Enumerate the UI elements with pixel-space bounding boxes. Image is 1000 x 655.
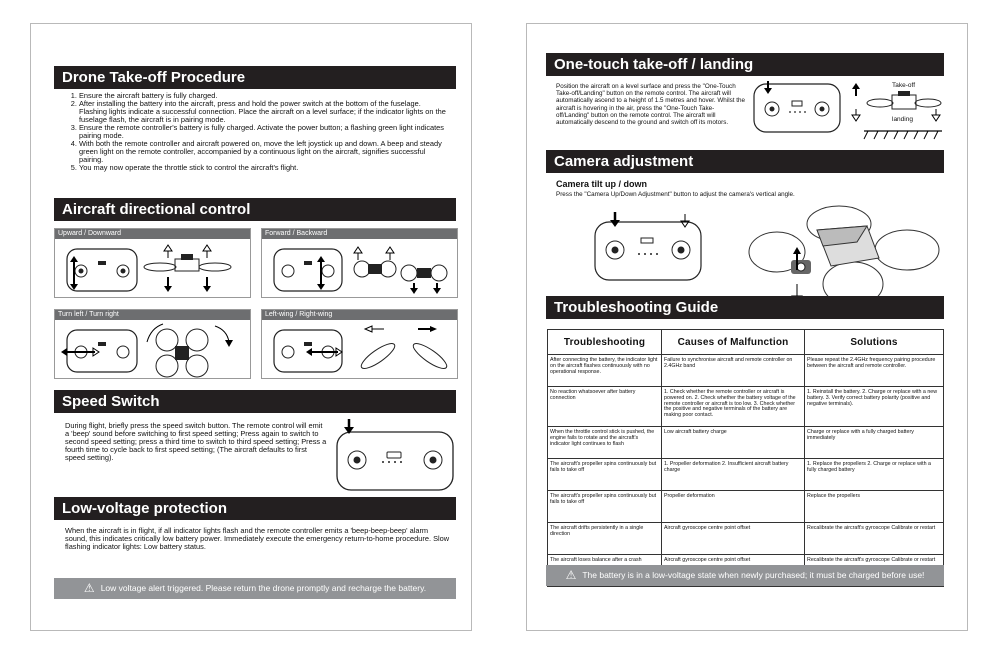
table-cell: 1. Check whether the remote controller or aircraft is powered on. 2. Check whether the battery voltage of the remote controller or aircraft is too low. 3. Check whether the positive and negative terminals of the battery are making poor contact. xyxy=(662,387,805,427)
remote-and-drone-illustration xyxy=(262,239,457,297)
remote-and-drone-illustration xyxy=(55,320,250,378)
remote-controller-illustration xyxy=(331,416,461,494)
warning-icon: ⚠ xyxy=(565,568,577,582)
table-row xyxy=(548,459,944,491)
troubleshooting-heading: Troubleshooting Guide xyxy=(546,296,944,319)
column-header: Causes of Malfunction xyxy=(662,330,805,355)
table-cell: The aircraft's propeller spins continuously but fails to take off xyxy=(548,459,662,491)
table-row xyxy=(548,523,944,555)
table-cell: After connecting the battery, the indicator light on the aircraft flashes continuously with no operational response. xyxy=(548,355,662,387)
manual-page-right xyxy=(526,23,968,631)
table-header-row xyxy=(548,330,944,355)
column-header: Troubleshooting xyxy=(548,330,662,355)
table-cell: 1. Replace the propellers 2. Charge or replace with a fully charged battery xyxy=(805,459,944,491)
table-cell: Replace the propellers xyxy=(805,491,944,523)
table-cell: No reaction whatsoever after battery connection xyxy=(548,387,662,427)
panel-upward-downward xyxy=(54,228,251,298)
table-cell: Propeller deformation xyxy=(662,491,805,523)
camera-heading: Camera adjustment xyxy=(546,150,944,173)
table-cell: The aircraft's propeller spins continuously but fails to take off xyxy=(548,491,662,523)
takeoff-step: 3. Ensure the remote controller's battery is fully charged. Activate the power button; a flashing green light indicates pairing mode. xyxy=(79,124,450,140)
warning-icon: ⚠ xyxy=(83,581,95,595)
table-row xyxy=(548,491,944,523)
panel-label: Left-wing / Right-wing xyxy=(262,310,457,320)
remote-and-drone-illustration xyxy=(55,239,250,297)
table-cell: When the throttle control stick is pushed, the engine fails to rotate and the aircraft's indicator light continues to flash xyxy=(548,427,662,459)
table-cell: Charge or replace with a fully charged battery immediately xyxy=(805,427,944,459)
table-cell: Recalibrate the aircraft's gyroscope Calibrate or restart xyxy=(805,523,944,555)
takeoff-step: 1. Ensure the aircraft battery is fully charged. xyxy=(79,92,450,100)
speed-text: During flight, briefly press the speed switch button. The remote control will emit a 'beep' sound before switching to first speed setting; Press again to switch to second speed setting; press a third time to switch to third speed setting; Press a fourth time to cycle back to first speed setting; (The aircraft defaults to first speed setting). xyxy=(65,421,327,462)
warning-text: The battery is in a low-voltage state when newly purchased; it must be charged before use! xyxy=(582,570,925,580)
takeoff-step: 2. After installing the battery into the aircraft, press and hold the power switch at the bottom of the fuselage. Flashing lights indicate a successful connection. Place the aircraft on a level surface; if the indicator lights on the fuselage flash, the aircraft is in pairing mode. xyxy=(79,100,450,124)
table-row xyxy=(548,355,944,387)
warning-text: Low voltage alert triggered. Please return the drone promptly and recharge the battery. xyxy=(100,583,427,593)
panel-label: Forward / Backward xyxy=(262,229,457,239)
onetouch-heading: One-touch take-off / landing xyxy=(546,53,944,76)
panel-forward-backward xyxy=(261,228,458,298)
camera-subtitle: Camera tilt up / down xyxy=(556,179,648,189)
troubleshooting-table xyxy=(547,329,944,587)
onetouch-text: Position the aircraft on a level surface and press the "One-Touch Take-off/Landing" button on the remote control. The aircraft will automatically ascend to a height of 1.5 metres and hover. Whilst the aircraft is hovering in the air, press the "One-Touch Take-off/Landing" button on the remote control. The aircraft will automatically descend to the ground and switch off its motors. xyxy=(556,83,746,127)
table-row xyxy=(548,387,944,427)
panel-label: Turn left / Turn right xyxy=(55,310,250,320)
camera-text: Press the "Camera Up/Down Adjustment" button to adjust the camera's vertical angle. xyxy=(556,191,795,198)
takeoff-steps xyxy=(65,92,450,172)
battery-warning-banner xyxy=(546,565,944,586)
table-cell: Low aircraft battery charge xyxy=(662,427,805,459)
table-row xyxy=(548,427,944,459)
table-cell: 1. Reinstall the battery. 2. Charge or replace with a new battery. 3. Verify correct battery polarity (positive and negative terminals). xyxy=(805,387,944,427)
table-cell: Recalibrate the aircraft's gyroscope Calibrate or restart xyxy=(805,555,944,587)
table-cell: Aircraft gyroscope centre point offset xyxy=(662,523,805,555)
speed-heading: Speed Switch xyxy=(54,390,456,413)
lowvoltage-warning-banner xyxy=(54,578,456,599)
table-cell: The aircraft drifts persistently in a single direction xyxy=(548,523,662,555)
takeoff-step: 4. With both the remote controller and aircraft powered on, move the left joystick up and down. A beep and steady green light on the remote controller, accompanied by a continuous light on the aircraft, signifies successful pairing. xyxy=(79,140,450,164)
panel-turn-left-right xyxy=(54,309,251,379)
table-cell: 1. Propeller deformation 2. Insufficient aircraft battery charge xyxy=(662,459,805,491)
directional-heading: Aircraft directional control xyxy=(54,198,456,221)
table-cell: Aircraft gyroscope centre point offset xyxy=(662,555,805,587)
takeoff-label: Take-off xyxy=(892,82,916,89)
panel-left-right-wing xyxy=(261,309,458,379)
lowvoltage-text: When the aircraft is in flight, if all indicator lights flash and the remote controller emits a 'beep-beep-beep' alarm sound, this indicates critically low battery power. Immediately execute the emergency return-to-home procedure. Slow flashing indicator lights: Low battery status. xyxy=(65,526,450,551)
manual-page-left xyxy=(30,23,472,631)
lowvoltage-heading: Low-voltage protection xyxy=(54,497,456,520)
panel-label: Upward / Downward xyxy=(55,229,250,239)
landing-label: landing xyxy=(892,116,913,123)
column-header: Solutions xyxy=(805,330,944,355)
remote-controller-illustration xyxy=(593,212,705,284)
takeoff-heading: Drone Take-off Procedure xyxy=(54,66,456,89)
table-cell: Failure to synchronise aircraft and remote controller on 2.4GHz band xyxy=(662,355,805,387)
remote-and-drone-illustration xyxy=(262,320,457,378)
table-cell: Please repeat the 2.4GHz frequency pairing procedure between the aircraft and remote controller. xyxy=(805,355,944,387)
takeoff-step: 5. You may now operate the throttle stick to control the aircraft's flight. xyxy=(79,164,450,172)
table-cell: The aircraft loses balance after a crash xyxy=(548,555,662,587)
